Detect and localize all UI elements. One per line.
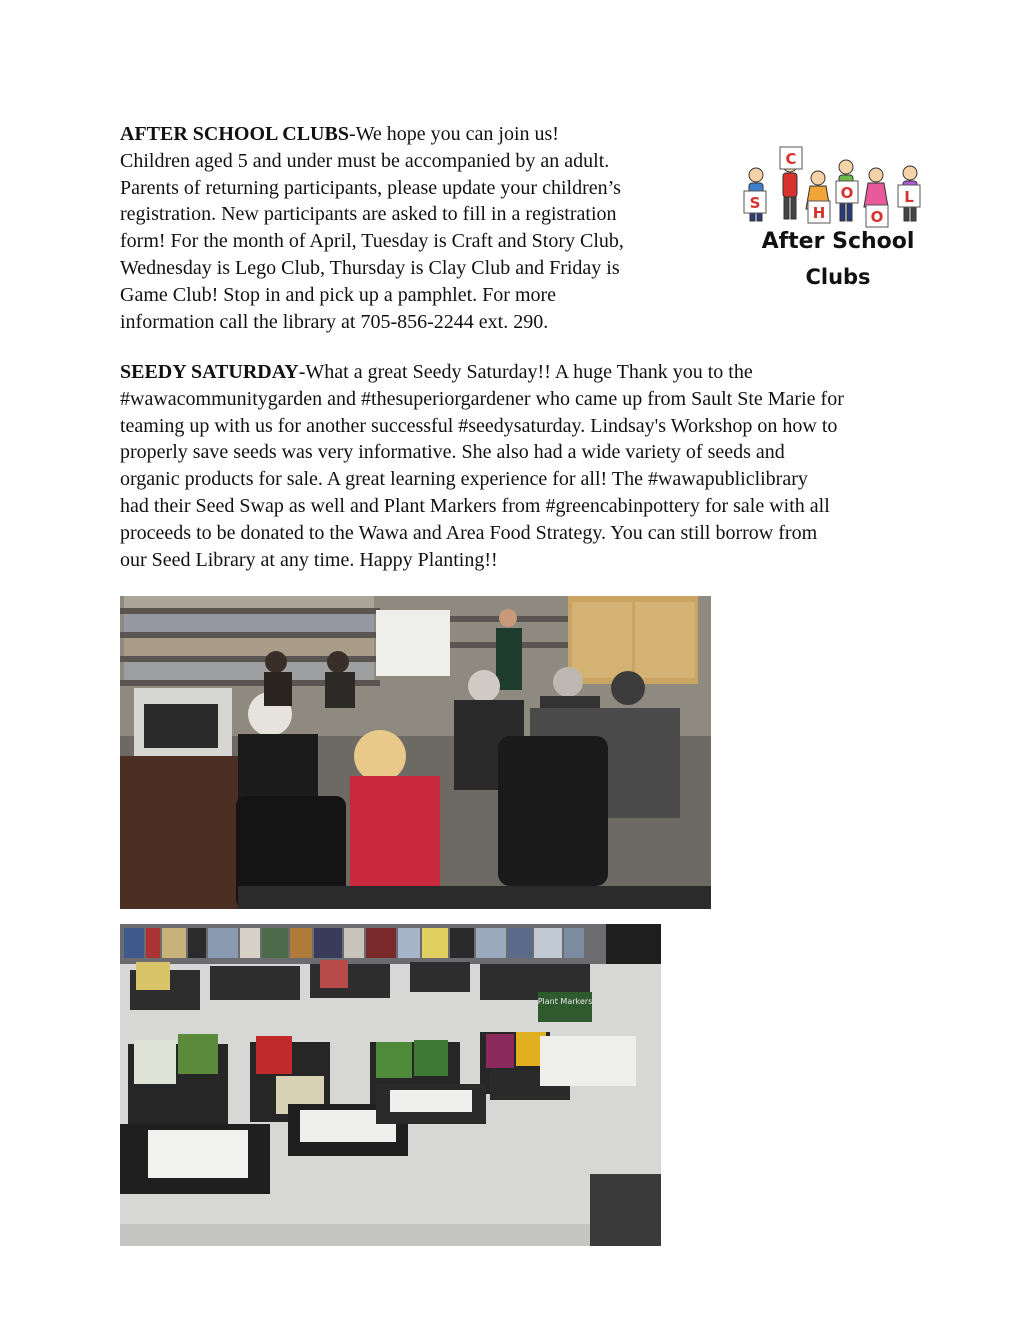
plant-markers-sign: Plant Markers: [537, 997, 593, 1006]
logo-letter: S: [749, 194, 761, 212]
logo-letter: O: [870, 208, 884, 226]
workshop-photo: [120, 596, 711, 909]
logo-subtitle: Clubs: [805, 265, 871, 289]
paragraph-line: Parents of returning participants, please update your children’s: [120, 176, 621, 199]
paragraph-line: Children aged 5 and under must be accompanied by an adult.: [120, 149, 610, 172]
paragraph-line: form! For the month of April, Tuesday is Craft and Story Club,: [120, 230, 624, 253]
paragraph-line: Game Club! Stop in and pick up a pamphlet. For more: [120, 283, 557, 306]
logo-letter: C: [785, 150, 797, 168]
paragraph-line: organic products for sale. A great learning experience for all! The #wawapubliclibrary: [120, 468, 808, 491]
paragraph-line: information call the library at 705-856-2244 ext. 290.: [120, 310, 549, 333]
logo-letter: L: [904, 188, 914, 206]
logo-title: After School: [761, 229, 915, 254]
seed-table-photo: [120, 924, 661, 1246]
paragraph-line: properly save seeds was very informative. She also had a wide variety of seeds and: [120, 441, 785, 464]
paragraph-line: proceeds to be donated to the Wawa and Area Food Strategy. You can still borrow from: [120, 521, 818, 544]
paragraph-line: teaming up with us for another successful #seedysaturday. Lindsay's Workshop on how to: [120, 414, 838, 437]
paragraph-line: -We hope you can join us!: [348, 123, 559, 145]
paragraph-line: #wawacommunitygarden and #thesuperiorgardener who came up from Sault Ste Marie for: [120, 387, 844, 410]
logo-letter: O: [840, 184, 854, 202]
seedy-saturday-heading: SEEDY SATURDAY: [120, 361, 299, 383]
paragraph-line: had their Seed Swap as well and Plant Markers from #greencabinpottery for sale with all: [120, 494, 830, 517]
after-school-clubs-logo: [738, 143, 928, 293]
paragraph-line: -What a great Seedy Saturday!! A huge Thank you to the: [298, 361, 753, 383]
paragraph-line: registration. New participants are asked to fill in a registration: [120, 203, 617, 226]
logo-letter: H: [812, 204, 826, 222]
paragraph-line: our Seed Library at any time. Happy Planting!!: [120, 548, 498, 571]
after-school-clubs-heading: AFTER SCHOOL CLUBS: [120, 123, 349, 145]
after-school-clubs-paragraph: [120, 121, 720, 335]
paragraph-line: Wednesday is Lego Club, Thursday is Clay Club and Friday is: [120, 256, 620, 279]
school-kids-clipart: [738, 143, 938, 233]
seedy-saturday-paragraph: [120, 359, 980, 573]
